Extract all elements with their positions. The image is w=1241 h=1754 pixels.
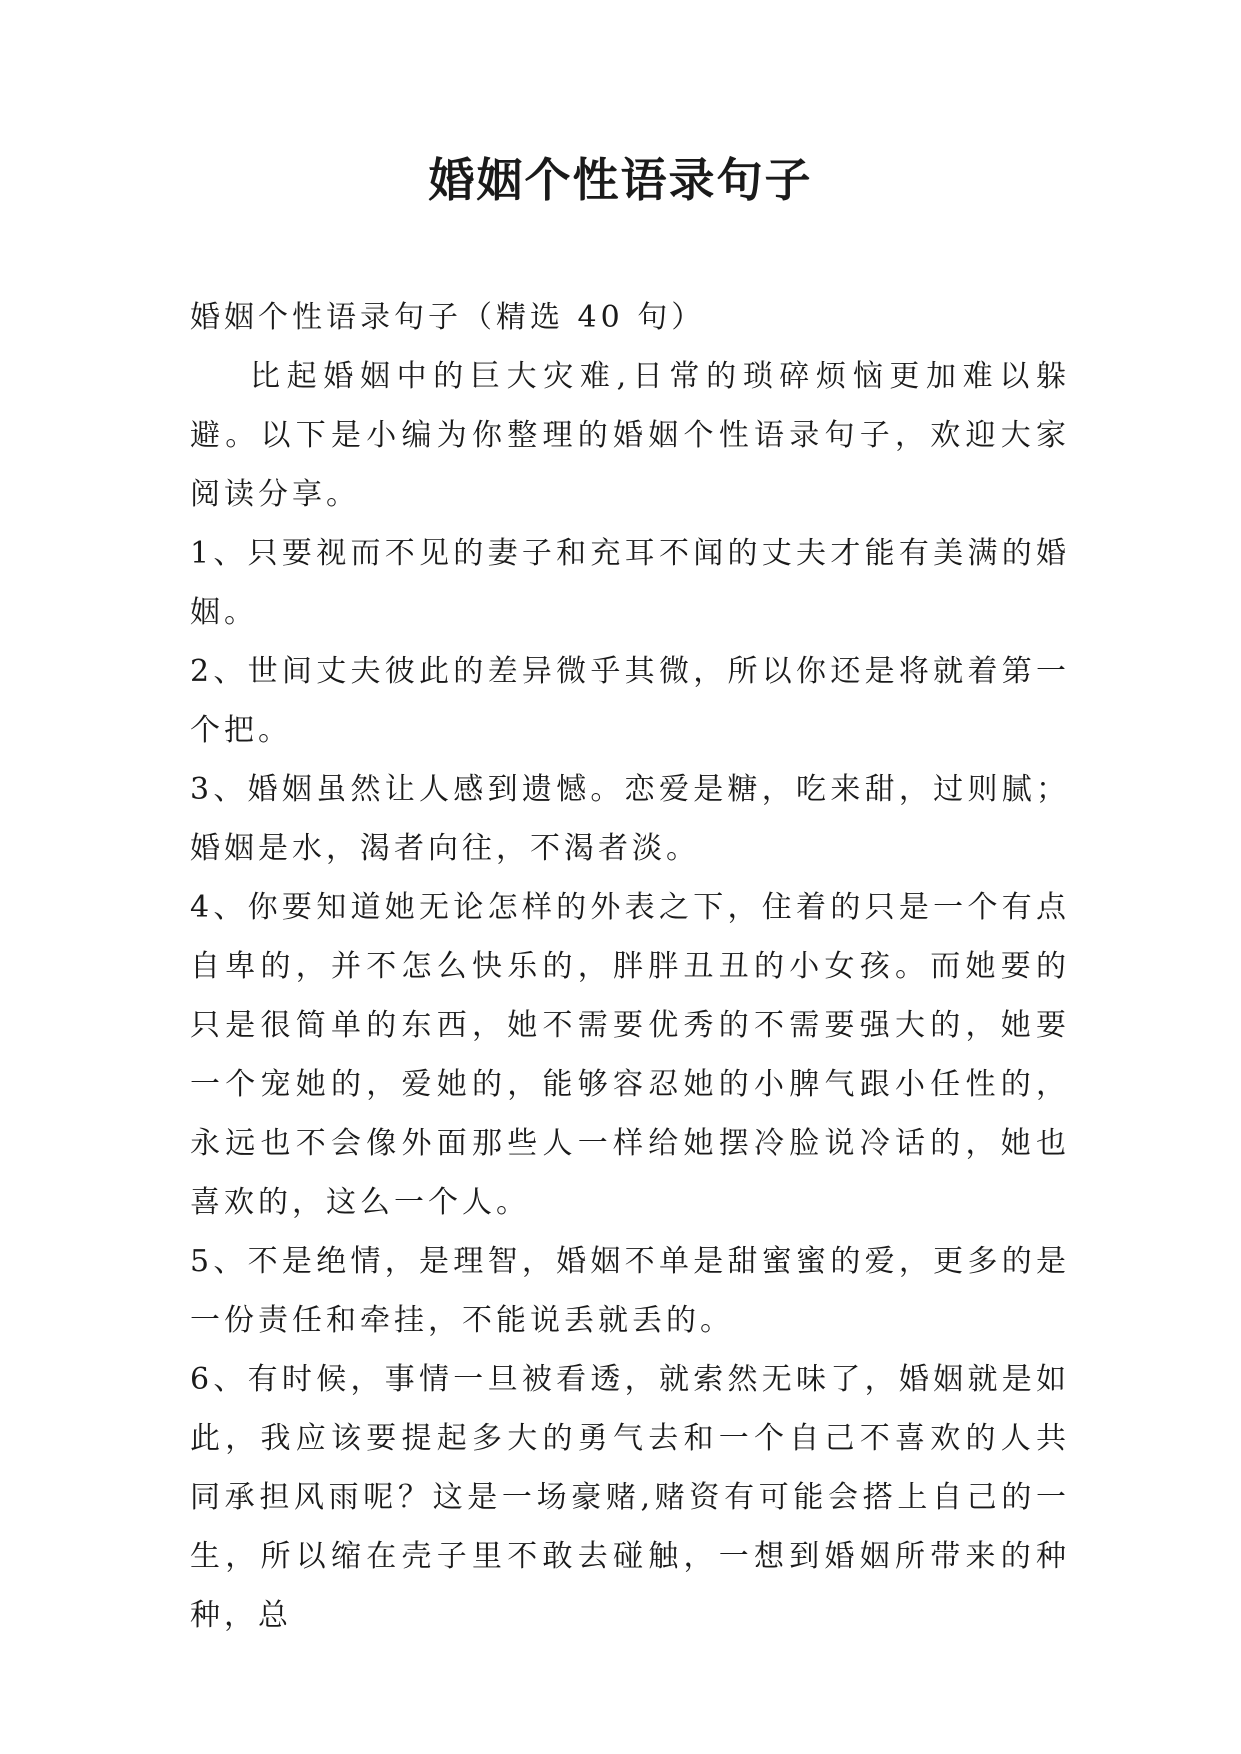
quote-item-5: 5、不是绝情，是理智，婚姻不单是甜蜜蜜的爱，更多的是一份责任和牵挂，不能说丢就丢的。 xyxy=(190,1244,1070,1338)
quote-item-2: 2、世间丈夫彼此的差异微乎其微，所以你还是将就着第一个把。 xyxy=(190,654,1070,748)
document-body xyxy=(190,288,1070,1645)
document-title: 婚姻个性语录句子 xyxy=(428,153,813,207)
quote-item-3: 3、婚姻虽然让人感到遗憾。恋爱是糖，吃来甜，过则腻；婚姻是水，渴者向往，不渴者淡。 xyxy=(190,772,1070,866)
quote-item-4: 4、你要知道她无论怎样的外表之下，住着的只是一个有点自卑的，并不怎么快乐的，胖胖丑丑的小女孩。而她要的只是很简单的东西，她不需要优秀的不需要强大的，她要一个宠她的，爱她的，能够容忍她的小脾气跟小任性的，永远也不会像外面那些人一样给她摆冷脸说冷话的，她也喜欢的，这么一个人。 xyxy=(190,890,1070,1220)
quote-item-1: 1、只要视而不见的妻子和充耳不闻的丈夫才能有美满的婚姻。 xyxy=(190,536,1070,630)
intro-paragraph: 比起婚姻中的巨大灾难,日常的琐碎烦恼更加难以躲避。以下是小编为你整理的婚姻个性语录句子，欢迎大家阅读分享。 xyxy=(190,359,1070,512)
subtitle-line: 婚姻个性语录句子（精选 40 句） xyxy=(190,300,706,335)
quote-item-6: 6、有时候，事情一旦被看透，就索然无味了，婚姻就是如此，我应该要提起多大的勇气去和一个自己不喜欢的人共同承担风雨呢？这是一场豪赌,赌资有可能会搭上自己的一生，所以缩在壳子里不敢去碰触，一想到婚姻所带来的种种，总 xyxy=(190,1362,1070,1633)
